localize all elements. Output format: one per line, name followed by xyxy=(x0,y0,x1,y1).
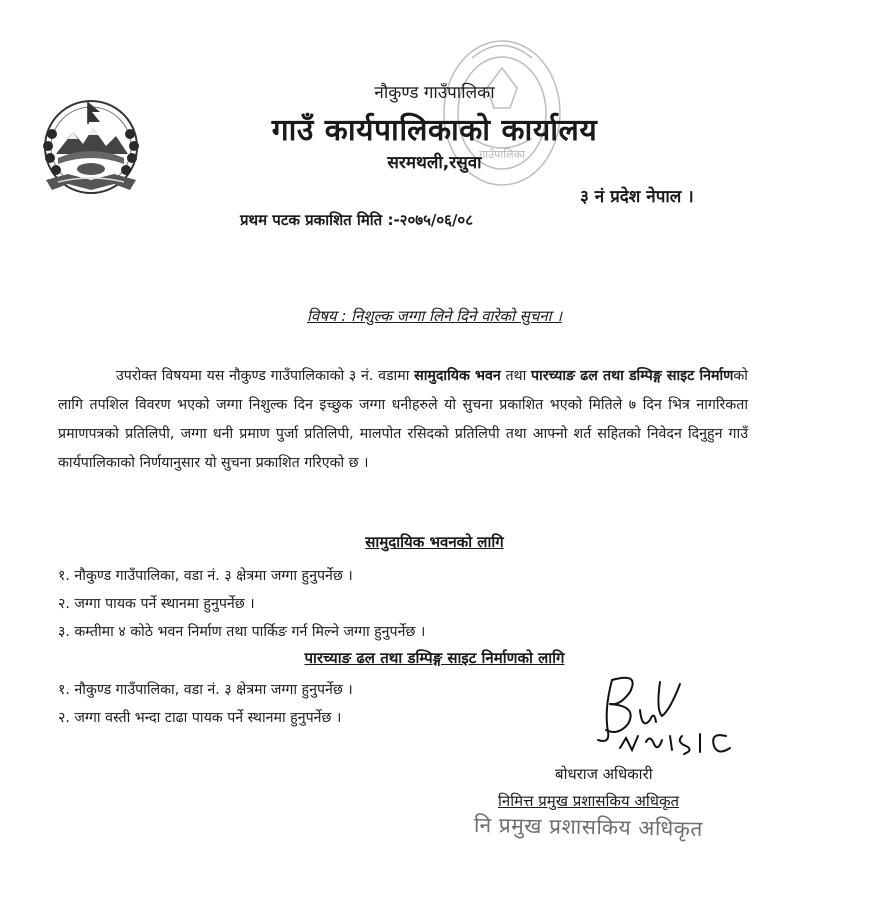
section1-list xyxy=(58,562,425,646)
section2-heading-text: पारच्याङ ढल तथा डम्पिङ्ग साइट निर्माणको लागि xyxy=(304,649,565,667)
handwritten-signature xyxy=(590,670,740,760)
office-title: गाउँ कार्यपालिकाको कार्यालय xyxy=(271,113,598,148)
section1-heading xyxy=(0,532,869,552)
list-item: १. नौकुण्ड गाउँपालिका, वडा नं. ३ क्षेत्रमा जग्गा हुनुपर्नेछ । xyxy=(58,682,353,698)
body-part-3: को लागि तपशिल विवरण भएको जग्गा निशुल्क दिन इच्छुक जग्गा धनीहरुले यो सुचना प्रकाशित भएको मितिले ७ दिन भित्र नागरिकता प्रमाणपत्रको प्रतिलिपी, जग्गा धनी प्रमाण पुर्जा प्रतिलिपी, मालपोत रसिदको प्रतिलिपी तथा आफ्नो शर्त सहितको निवेदन दिनुहुन गाउँ कार्यपालिकाको निर्णयानुसार यो सुचना प्रकाशित गरिएको छ । xyxy=(58,368,748,471)
subject-text: विषय : निशुल्क जग्गा लिने दिने वारेको सुचना । xyxy=(306,307,563,325)
section2-list xyxy=(58,676,353,732)
publication-date: प्रथम पटक प्रकाशित मिति :-२०७५/०६/०८ xyxy=(240,211,474,229)
body-part-2: तथा xyxy=(500,368,531,384)
list-item: ३. कम्तीमा ४ कोठे भवन निर्माण तथा पार्किङ गर्न मिल्ने जग्गा हुनुपर्नेछ । xyxy=(58,624,426,640)
list-item: २. जग्गा वस्ती भन्दा टाढा पायक पर्ने स्थानमा हुनुपर्नेछ । xyxy=(58,710,342,726)
svg-text:गाउँपालिका: गाउँपालिका xyxy=(479,148,525,161)
signatory-name: बोधराज अधिकारी xyxy=(555,765,653,783)
notice-body xyxy=(58,362,748,478)
office-address: सरमथली,रसुवा xyxy=(387,153,482,173)
signatory-title: निमित्त प्रमुख प्रशासकिय अधिकृत xyxy=(498,792,680,810)
body-part-1: उपरोक्त विषयमा यस नौकुण्ड गाउँपालिकाको ३ नं. वडामा xyxy=(116,368,415,384)
list-item: १. नौकुण्ड गाउँपालिका, वडा नं. ३ क्षेत्रमा जग्गा हुनुपर्नेछ । xyxy=(58,568,353,584)
body-bold-2: पारच्याङ ढल तथा डम्पिङ्ग साइट निर्माण xyxy=(531,368,734,384)
body-bold-1: सामुदायिक भवन xyxy=(414,368,501,384)
section2-heading xyxy=(0,648,869,668)
list-item: २. जग्गा पायक पर्ने स्थानमा हुनुपर्नेछ । xyxy=(58,596,255,612)
municipality-name: नौकुण्ड गाउँपालिका xyxy=(374,83,495,103)
signatory-stamp: नि प्रमुख प्रशासकिय अधिकृत xyxy=(473,813,704,841)
section1-heading-text: सामुदायिक भवनको लागि xyxy=(365,533,504,551)
notice-subject xyxy=(0,306,869,326)
province-label: ३ नं प्रदेश नेपाल । xyxy=(580,187,694,207)
